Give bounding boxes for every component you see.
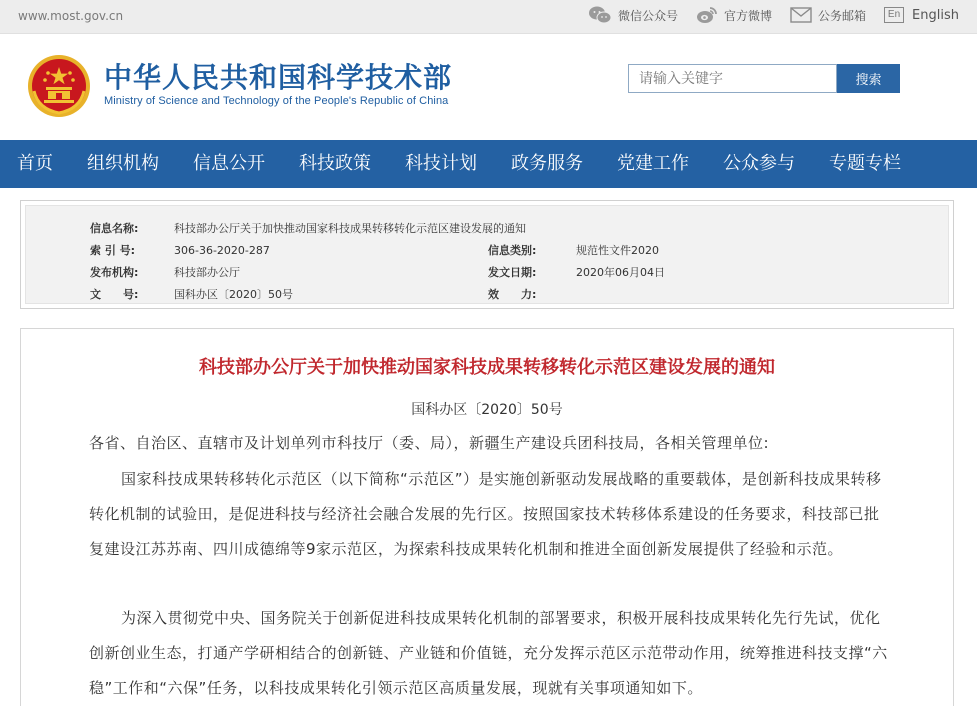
utility-links <box>570 5 959 25</box>
mail-label: 公务邮箱 <box>818 8 867 23</box>
site-title-en: Ministry of Science and Technology of the People's Republic of China <box>104 95 449 107</box>
info-index-label: 索 引 号: <box>90 244 136 257</box>
wechat-icon <box>588 5 612 25</box>
weibo-link[interactable] <box>696 5 772 25</box>
mail-link[interactable] <box>790 7 866 24</box>
nav-item-programs[interactable]: 科技计划 <box>405 153 477 174</box>
article-title: 科技部办公厅关于加快推动国家科技成果转移转化示范区建设发展的通知 <box>199 357 775 378</box>
nav-item-home[interactable]: 首页 <box>17 153 53 174</box>
info-publisher-value: 科技部办公厅 <box>174 266 240 279</box>
info-docno-value: 国科办区〔2020〕50号 <box>174 288 293 301</box>
nav-item-organization[interactable]: 组织机构 <box>87 153 159 174</box>
article-addressee: 各省、自治区、直辖市及计划单列市科技厅（委、局），新疆生产建设兵团科技局，各相关管理单位: <box>89 434 770 452</box>
nav-item-services[interactable]: 政务服务 <box>511 153 583 174</box>
english-icon: En <box>884 7 904 23</box>
info-validity-label: 效 力: <box>488 288 537 301</box>
site-url[interactable]: www.most.gov.cn <box>18 9 124 23</box>
info-name-value: 科技部办公厅关于加快推动国家科技成果转移转化示范区建设发展的通知 <box>174 222 526 235</box>
info-category-value: 规范性文件2020 <box>576 244 659 257</box>
english-link[interactable] <box>884 7 959 23</box>
info-category-label: 信息类别: <box>488 244 537 257</box>
article-paragraph-1: 国家科技成果转移转化示范区（以下简称“示范区”）是实施创新驱动发展战略的重要载体，是创新科技成果转移转化机制的试验田，是促进科技与经济社会融合发展的先行区。按照国家技术转移体系建设的任务要求，科技部已批复建设江苏苏南、四川成德绵等9家示范区，为探索科技成果转化机制和推进全面创新发展提供了经验和示范。 <box>89 470 882 558</box>
info-row-validity <box>488 286 576 302</box>
search-button[interactable]: 搜索 <box>837 64 900 93</box>
weibo-icon <box>696 5 718 25</box>
wechat-label: 微信公众号 <box>618 8 679 23</box>
info-row-docno <box>90 286 293 302</box>
info-date-label: 发文日期: <box>488 266 537 279</box>
wechat-link[interactable] <box>588 5 678 25</box>
info-row-date <box>488 264 665 280</box>
nav-item-info-disclosure[interactable]: 信息公开 <box>193 153 265 174</box>
site-title-cn: 中华人民共和国科学技术部 <box>104 61 453 94</box>
info-date-value: 2020年06月04日 <box>576 266 665 279</box>
info-publisher-label: 发布机构: <box>90 266 139 279</box>
document-info-panel <box>25 205 949 304</box>
info-row-category <box>488 242 659 258</box>
info-docno-label: 文 号: <box>90 288 139 301</box>
search-box <box>628 64 900 93</box>
national-emblem-icon[interactable] <box>26 53 92 119</box>
info-index-value: 306-36-2020-287 <box>174 244 270 257</box>
document-info-box <box>20 200 954 309</box>
search-input[interactable] <box>628 64 837 93</box>
article-document-number: 国科办区〔2020〕50号 <box>411 402 563 418</box>
nav-item-public-participation[interactable]: 公众参与 <box>723 153 795 174</box>
top-utility-bar <box>0 0 977 34</box>
nav-item-party-building[interactable]: 党建工作 <box>617 153 689 174</box>
main-nav <box>0 140 977 188</box>
nav-item-policy[interactable]: 科技政策 <box>299 153 371 174</box>
article-body <box>20 328 954 706</box>
info-row-index <box>90 242 270 258</box>
info-row-publisher <box>90 264 240 280</box>
info-row-name <box>90 220 526 236</box>
site-brand[interactable] <box>104 61 452 107</box>
info-name-label: 信息名称: <box>90 222 139 235</box>
english-label: English <box>912 7 959 23</box>
mail-icon <box>790 7 812 23</box>
article-paragraph-2: 为深入贯彻党中央、国务院关于创新促进科技成果转化机制的部署要求，积极开展科技成果转化先行先试，优化创新创业生态，打通产学研相结合的创新链、产业链和价值链，充分发挥示范区示范带动作用，统筹推进科技支撑“六稳”工作和“六保”任务，以科技成果转化引领示范区高质量发展，现就有关事项通知如下。 <box>89 609 888 697</box>
weibo-label: 官方微博 <box>724 8 773 23</box>
site-header <box>0 34 977 140</box>
nav-item-special-topics[interactable]: 专题专栏 <box>829 153 901 174</box>
